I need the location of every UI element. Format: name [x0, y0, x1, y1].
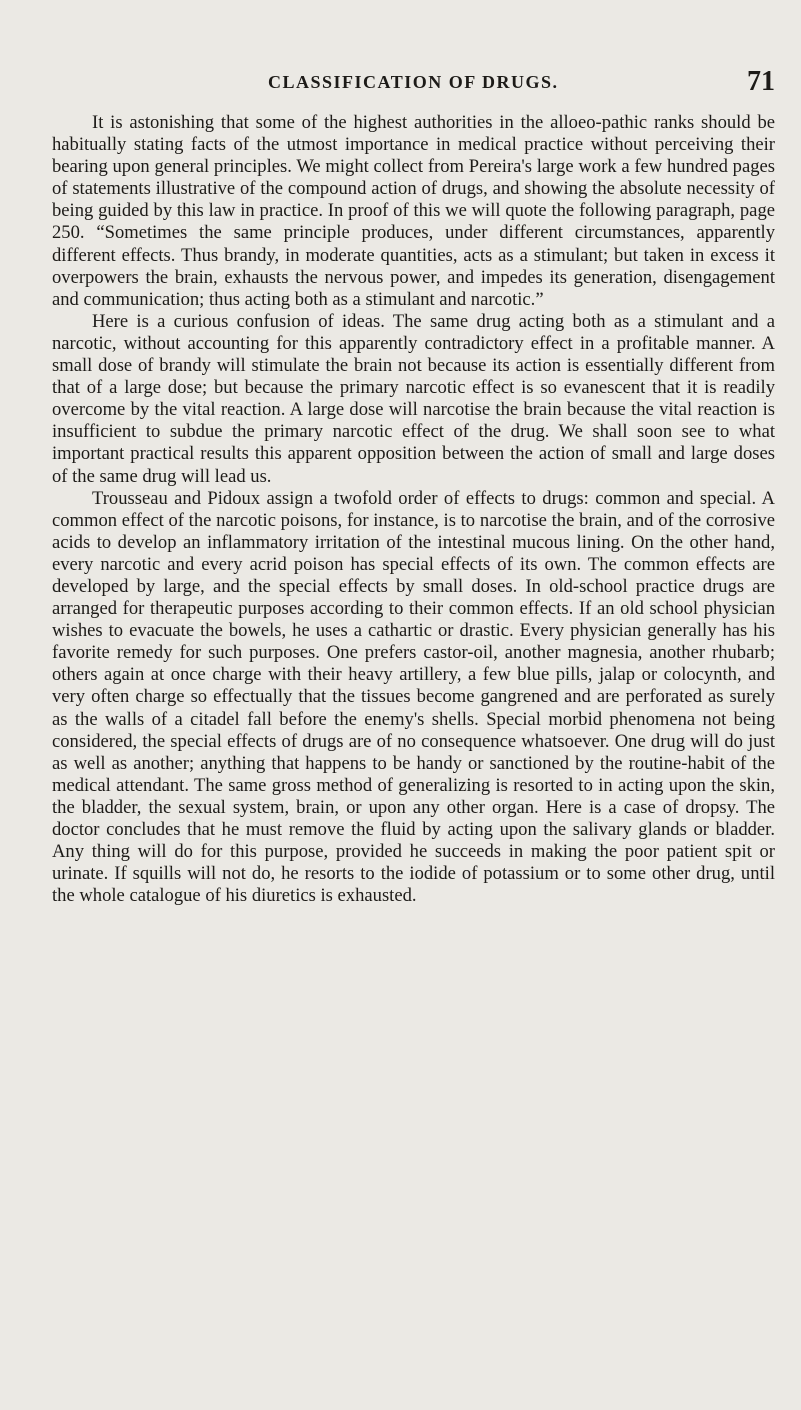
running-head [52, 66, 775, 100]
paragraph: Here is a curious confusion of ideas. The same drug acting both as a stimulant and a narcotic, without accounting for this apparently contradictory effect in a profitable manner. A small dose of brandy will stimulate the brain not because its action is essentially different from that of a large dose; but because the primary narcotic effect is so evanescent that it is readily overcome by the vital reaction. A large dose will narcotise the brain because the vital reaction is insufficient to subdue the primary narcotic effect of the drug. We shall soon see to what important practical results this apparent opposition between the action of small and large doses of the same drug will lead us. [52, 310, 775, 487]
body-text [52, 112, 775, 907]
running-head-title: CLASSIFICATION OF DRUGS. [268, 72, 559, 92]
paragraph: Trousseau and Pidoux assign a twofold order of effects to drugs: common and special. A common effect of the narcotic poisons, for instance, is to narcotise the brain, and of the corrosive acids to develop an inflammatory irritation of the intestinal mucous lining. On the other hand, every narcotic and every acrid poison has special effects of its own. The common effects are developed by large, and the special effects by small doses. In old-school practice drugs are arranged for therapeutic purposes according to their common effects. If an old school physician wishes to evacuate the bowels, he uses a cathartic or drastic. Every physician generally has his favorite remedy for such purposes. One prefers castor-oil, another magnesia, another rhubarb; others again at once charge with their heavy artillery, a few blue pills, jalap or colocynth, and very often charge so effectually that the tissues become gangrened and are perforated as surely as the walls of a citadel fall before the enemy's shells. Special morbid phenomena not being considered, the special effects of drugs are of no consequence whatsoever. One drug will do just as well as another; anything that happens to be handy or sanctioned by the routine-habit of the medical attendant. The same gross method of generalizing is resorted to in acting upon the skin, the bladder, the sexual system, brain, or upon any other organ. Here is a case of dropsy. The doctor concludes that he must remove the fluid by acting upon the salivary glands or bladder. Any thing will do for this purpose, provided he succeeds in making the poor patient spit or urinate. If squills will not do, he resorts to the iodide of potassium or to some other drug, until the whole catalogue of his diuretics is exhausted. [52, 487, 775, 907]
paragraph: It is astonishing that some of the highest authorities in the alloeo-pathic ranks should be habitually stating facts of the utmost importance in medical practice without perceiving their bearing upon general principles. We might collect from Pereira's large work a few hundred pages of statements illustrative of the compound action of drugs, and showing the absolute necessity of being guided by this law in practice. In proof of this we will quote the following paragraph, page 250. “Sometimes the same principle produces, under different circumstances, apparently different effects. Thus brandy, in moderate quantities, acts as a stimulant; but taken in excess it overpowers the brain, exhausts the nervous power, and impedes its generation, disengagement and communication; thus acting both as a stimulant and narcotic.” [52, 112, 775, 310]
page-number: 71 [747, 66, 775, 97]
